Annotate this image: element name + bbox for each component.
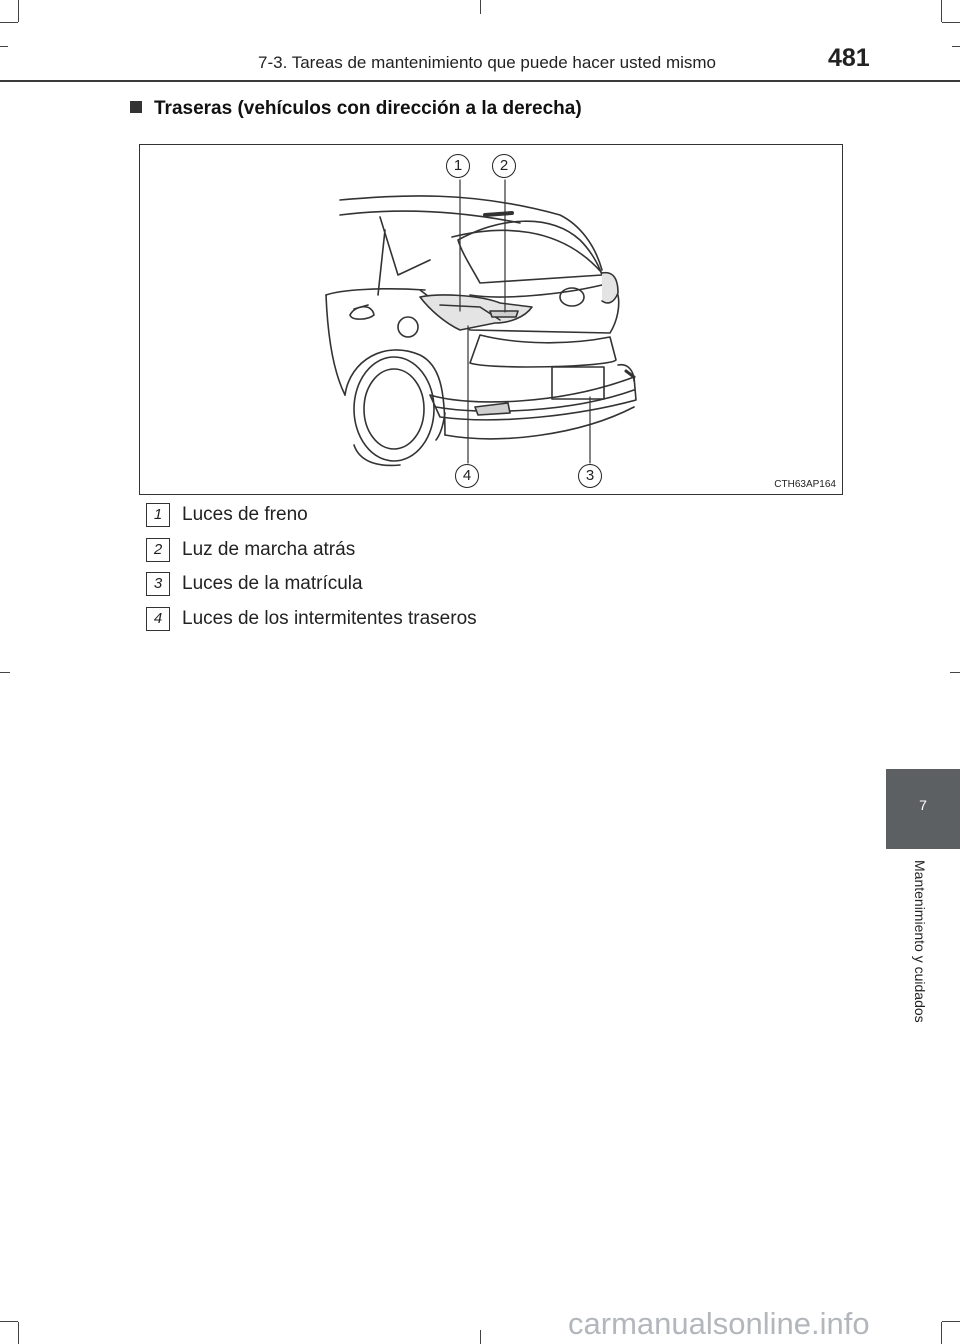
legend-number: 3 xyxy=(146,572,170,596)
legend-number: 2 xyxy=(146,538,170,562)
chapter-tab xyxy=(886,769,960,849)
heading-bullet-icon xyxy=(130,101,142,113)
header-rule xyxy=(0,80,960,82)
callout-4: 4 xyxy=(455,464,479,488)
rear-lights-figure xyxy=(139,144,843,495)
crop-mark xyxy=(942,22,960,23)
car-rear-illustration xyxy=(140,145,844,496)
legend-text: Luces de freno xyxy=(182,504,308,525)
callout-3: 3 xyxy=(578,464,602,488)
crop-mark xyxy=(0,672,10,673)
watermark: carmanualsonline.info xyxy=(568,1306,870,1341)
legend-text: Luces de la matrícula xyxy=(182,573,363,594)
crop-mark xyxy=(18,1322,19,1344)
crop-mark xyxy=(18,0,19,22)
crop-mark xyxy=(941,1322,942,1344)
section-heading-text: Traseras (vehículos con dirección a la derecha) xyxy=(154,98,582,119)
crop-mark xyxy=(480,1330,481,1344)
crop-mark xyxy=(480,0,481,14)
legend-text: Luces de los intermitentes traseros xyxy=(182,608,477,629)
section-heading xyxy=(130,98,582,120)
chapter-number: 7 xyxy=(919,797,927,813)
callout-2: 2 xyxy=(492,154,516,178)
page-number: 481 xyxy=(828,44,870,72)
crop-mark xyxy=(0,1321,18,1322)
crop-mark xyxy=(941,0,942,22)
legend-number: 4 xyxy=(146,607,170,631)
crop-mark xyxy=(950,672,960,673)
chapter-label: Mantenimiento y cuidados xyxy=(912,860,928,1023)
header-title: 7-3. Tareas de mantenimiento que puede hacer usted mismo xyxy=(258,53,717,72)
crop-mark xyxy=(952,46,960,47)
legend-number: 1 xyxy=(146,503,170,527)
crop-mark xyxy=(0,22,18,23)
callout-1: 1 xyxy=(446,154,470,178)
crop-mark xyxy=(942,1321,960,1322)
legend-text: Luz de marcha atrás xyxy=(182,539,356,560)
crop-mark xyxy=(0,46,8,47)
figure-code: CTH63AP164 xyxy=(774,479,836,490)
